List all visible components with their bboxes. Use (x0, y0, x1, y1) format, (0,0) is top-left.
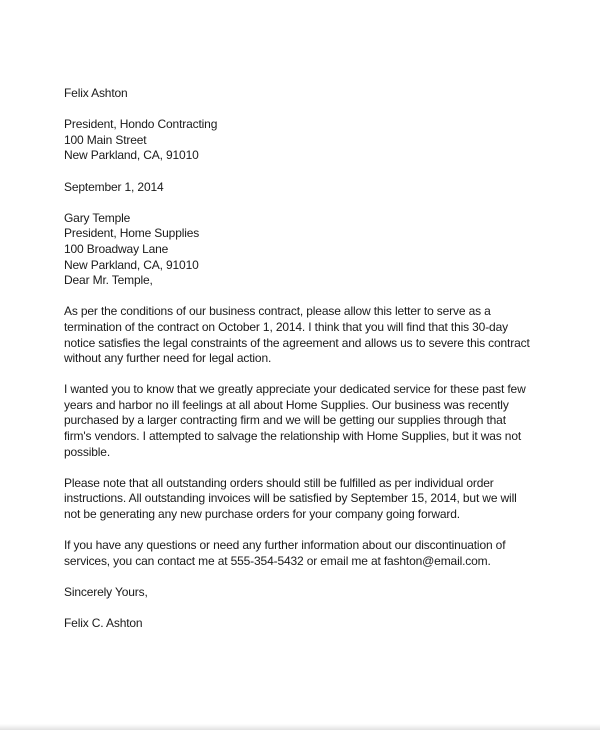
recipient-address (64, 211, 534, 289)
spacer (64, 523, 534, 539)
paragraph-line: instructions. All outstanding invoices will be satisfied by September 15, 2014, but we will (64, 491, 517, 506)
sender-street: 100 Main Street (64, 132, 147, 147)
paragraph-line: possible. (64, 444, 111, 459)
paragraph-line: not be generating any new purchase orders for your company going forward. (64, 507, 460, 522)
paragraph-line: purchased by a larger contracting firm and we will be getting our supplies through that (64, 413, 506, 428)
spacer (64, 164, 534, 180)
paragraph-line: I wanted you to know that we greatly appreciate your dedicated service for these past few (64, 382, 526, 397)
paragraph-line: firm's vendors. I attempted to salvage the relationship with Home Supplies, but it was not (64, 429, 522, 444)
sender-name-block (64, 86, 534, 102)
paragraph-line: termination of the contract on October 1, 2014. I think that you will find that this 30-day (64, 319, 508, 334)
paragraph-line: services, you can contact me at 555-354-5432 or email me at fashton@email.com. (64, 553, 491, 568)
closing-block (64, 585, 534, 601)
spacer (64, 601, 534, 617)
paragraph-line: Please note that all outstanding orders should still be fulfilled as per individual order (64, 475, 494, 490)
salutation: Dear Mr. Temple, (64, 273, 153, 288)
paragraph-line: As per the conditions of our business contract, please allow this letter to serve as a (64, 304, 491, 319)
paragraph-termination (64, 304, 534, 366)
recipient-city: New Parkland, CA, 91010 (64, 257, 199, 272)
sender-city: New Parkland, CA, 91010 (64, 148, 199, 163)
paragraph-line: If you have any questions or need any further information about our discontinuation of (64, 538, 506, 553)
letter-body (64, 86, 534, 632)
paragraph-orders (64, 476, 534, 523)
sender-address (64, 117, 534, 164)
sender-title: President, Hondo Contracting (64, 117, 218, 132)
letter-date (64, 180, 534, 196)
recipient-street: 100 Broadway Lane (64, 241, 169, 256)
spacer (64, 195, 534, 211)
paragraph-line: without any further need for legal action. (64, 351, 272, 366)
paragraph-line: notice satisfies the legal constraints of the agreement and allows us to severe this contract (64, 335, 530, 350)
sender-name: Felix Ashton (64, 86, 128, 100)
recipient-name: Gary Temple (64, 210, 131, 225)
page-bottom-shadow (0, 724, 600, 730)
paragraph-appreciation (64, 382, 534, 460)
signature-block (64, 616, 534, 632)
spacer (64, 367, 534, 383)
signature: Felix C. Ashton (64, 616, 143, 631)
spacer (64, 102, 534, 118)
spacer (64, 460, 534, 476)
date-text: September 1, 2014 (64, 179, 164, 194)
paragraph-line: years and harbor no ill feelings at all about Home Supplies. Our business was recently (64, 397, 509, 412)
spacer (64, 569, 534, 585)
spacer (64, 289, 534, 305)
closing: Sincerely Yours, (64, 585, 148, 599)
recipient-title: President, Home Supplies (64, 226, 200, 241)
paragraph-contact (64, 538, 534, 569)
